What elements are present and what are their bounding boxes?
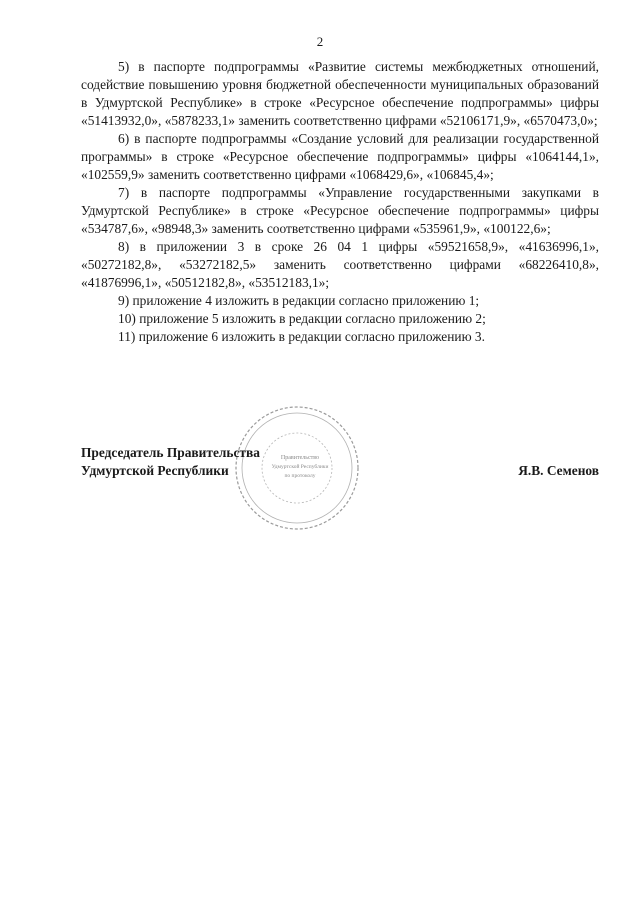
list-item: 11) приложение 6 изложить в редакции согласно приложению 3. [118, 329, 485, 344]
stamp-text-3: по протоколу [284, 473, 316, 479]
list-item: 10) приложение 5 изложить в редакции согласно приложению 2; [118, 311, 486, 326]
stamp-text-2: Удмуртской Республики [271, 464, 329, 470]
document-body [81, 58, 599, 346]
page-number: 2 [316, 34, 324, 49]
list-item: 5) в паспорте подпрограммы «Развитие системы межбюджетных отношений, содействие повышению уровня бюджетной обеспеченности муниципальных образований в Удмуртской Республике» в строке «Ресурсное обеспечение подпрограммы» цифры «51413932,0», «5878233,1» заменить соответственно цифрами «52106171,9», «6570473,0»; [81, 59, 599, 128]
signer-title-line2: Удмуртской Республики [81, 463, 229, 478]
signer-title-line1: Председатель Правительства [81, 445, 260, 460]
list-item: 7) в паспорте подпрограммы «Управление государственными закупками в Удмуртской Республике» в строке «Ресурсное обеспечение подпрограммы» цифры «534787,6», «98948,3» заменить соответственно цифрами «535961,9», «100122,6»; [81, 185, 599, 236]
list-item: 6) в паспорте подпрограммы «Создание условий для реализации государственной программы» в строке «Ресурсное обеспечение подпрограммы» цифры «1064144,1», «102559,9» заменить соответственно цифрами «1068429,6», «106845,4»; [81, 131, 599, 182]
list-item: 8) в приложении 3 в сроке 26 04 1 цифры «59521658,9», «41636996,1», «50272182,8», «53272182,5» заменить соответственно цифрами «68226410,8», «41876996,1», «50512182,8», «53512183,1»; [81, 239, 599, 290]
signer-name: Я.В. Семенов [518, 463, 599, 478]
signer-title [81, 444, 260, 480]
list-item: 9) приложение 4 изложить в редакции согласно приложению 1; [118, 293, 480, 308]
stamp-text-1: Правительство [280, 455, 320, 461]
